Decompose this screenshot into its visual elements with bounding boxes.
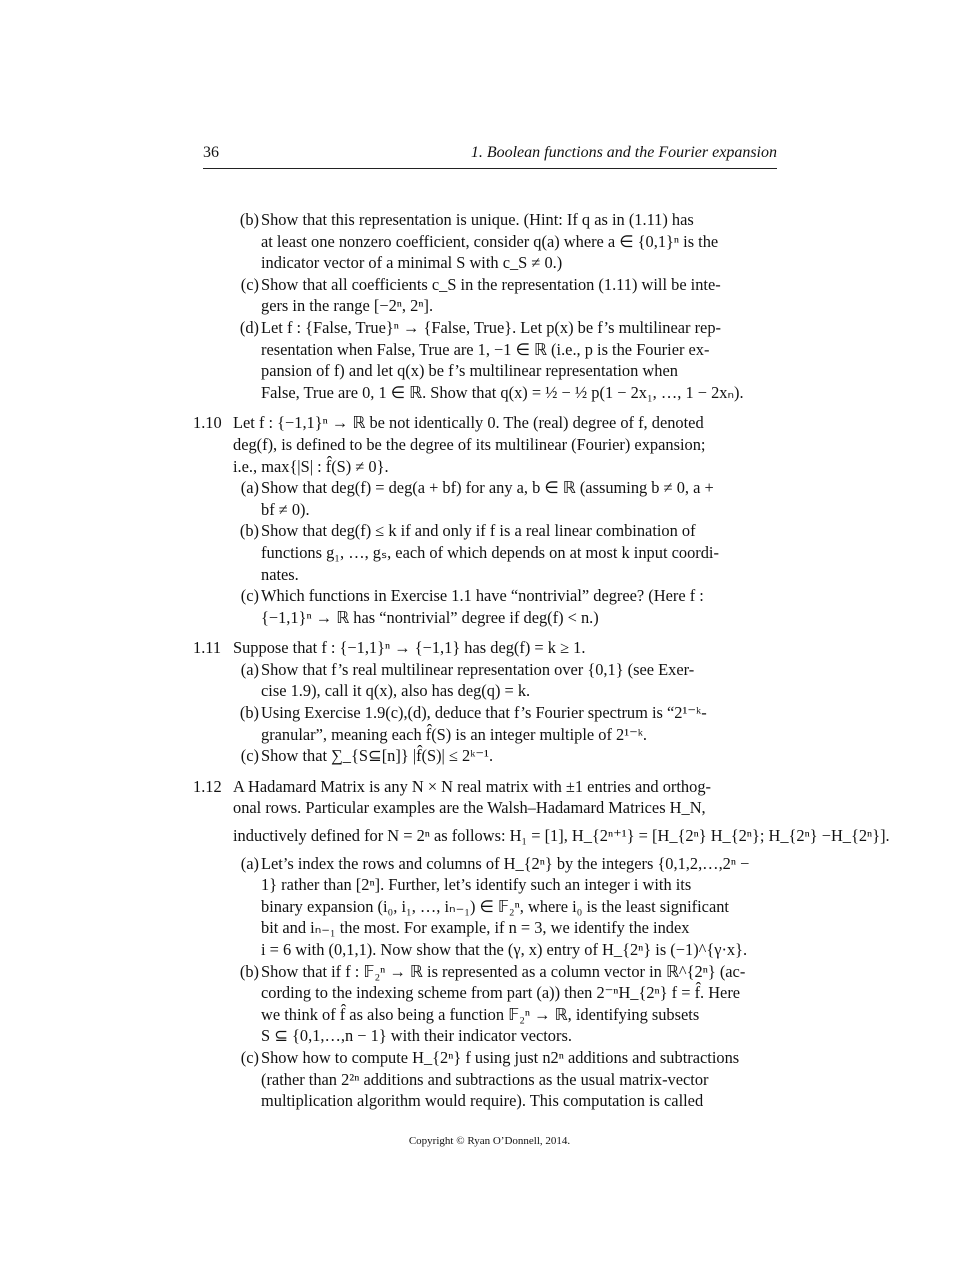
text-line: (rather than 2²ⁿ additions and subtractions as the usual matrix-vector [261, 1069, 709, 1089]
text-line: nates. [261, 564, 299, 584]
text-line: Let’s index the rows and columns of H_{2ⁿ} by the integers {0,1,2,…,2ⁿ − [261, 853, 750, 873]
text-line: 1} rather than [2ⁿ]. Further, let’s identify such an integer i with its [261, 875, 692, 895]
text-line: indicator vector of a minimal S with c_S ≠ 0.) [261, 253, 563, 273]
text-line: inductively defined for N = 2ⁿ as follows: H₁ = [1], H_{2ⁿ⁺¹} = [H_{2ⁿ} H_{2ⁿ}; H_{2ⁿ} −H_{2ⁿ}]. [233, 826, 890, 846]
page-number: 36 [203, 144, 219, 161]
exercise-number: 1.12 [193, 776, 222, 796]
text-line: Show that deg(f) = deg(a + bf) for any a, b ∈ ℝ (assuming b ≠ 0, a + [261, 478, 714, 498]
exercise-number: 1.10 [193, 413, 222, 433]
text-line: False, True are 0, 1 ∈ ℝ. Show that q(x) = ½ − ½ p(1 − 2x₁, …, 1 − 2xₙ). [261, 382, 744, 402]
exercise-number: 1.11 [193, 638, 222, 658]
part-label: (c) [240, 274, 259, 294]
exercise-1-9-part-b [233, 209, 783, 274]
text-line: cise 1.9), call it q(x), also has deg(q) = k. [261, 681, 531, 701]
text-line: granular”, meaning each f̂(S) is an integer multiple of 2¹⁻ᵏ. [261, 724, 648, 744]
copyright-footer: Copyright © Ryan O’Donnell, 2014. [408, 1135, 571, 1147]
text-line: bit and iₙ₋₁ the most. For example, if n = 3, we identify the index [261, 918, 690, 938]
part-label: (a) [240, 478, 259, 498]
text-line: Show that deg(f) ≤ k if and only if f is a real linear combination of [261, 521, 696, 541]
exercise-1-11-part-b [233, 702, 783, 745]
exercise-1-12-part-b [233, 961, 783, 1047]
exercise-1-11 [193, 637, 783, 659]
part-label: (c) [240, 586, 259, 606]
text-line: pansion of f) and let q(x) be f’s multilinear representation when [261, 361, 678, 381]
text-line: Using Exercise 1.9(c),(d), deduce that f’s Fourier spectrum is “2¹⁻ᵏ- [261, 703, 707, 723]
text-line: Show that ∑_{S⊆[n]} |f̂(S)| ≤ 2ᵏ⁻¹. [261, 746, 494, 766]
text-line: multiplication algorithm would require). This computation is called [261, 1091, 704, 1111]
text-line: Show that all coefficients c_S in the representation (1.11) will be inte- [261, 274, 721, 294]
text-line: cording to the indexing scheme from part (a)) then 2⁻ⁿH_{2ⁿ} f = f̂. Here [261, 983, 741, 1003]
text-line: i.e., max{|S| : f̂(S) ≠ 0}. [233, 456, 389, 476]
exercise-1-12-part-a [233, 853, 783, 961]
text-line: bf ≠ 0). [261, 499, 310, 519]
part-label: (b) [239, 703, 259, 723]
text-line: Which functions in Exercise 1.1 have “nontrivial” degree? (Here f : [261, 586, 704, 606]
text-line: S ⊆ {0,1,…,n − 1} with their indicator vectors. [261, 1026, 572, 1046]
text-line: Suppose that f : {−1,1}ⁿ → {−1,1} has deg(f) = k ≥ 1. [233, 638, 586, 658]
text-line: Show that if f : 𝔽₂ⁿ → ℝ is represented as a column vector in ℝ^{2ⁿ} (ac- [261, 961, 746, 981]
text-line: {−1,1}ⁿ → ℝ has “nontrivial” degree if deg(f) < n.) [261, 607, 599, 627]
text-line: deg(f), is defined to be the degree of its multilinear (Fourier) expansion; [233, 434, 706, 454]
text-line: resentation when False, True are 1, −1 ∈ ℝ (i.e., p is the Fourier ex- [261, 339, 710, 359]
exercise-1-11-part-a [233, 659, 783, 702]
part-label: (d) [239, 317, 259, 337]
exercise-1-9-part-c [233, 274, 783, 317]
exercise-1-9-part-d [233, 317, 783, 403]
text-line: binary expansion (i₀, i₁, …, iₙ₋₁) ∈ 𝔽₂ⁿ, where i₀ is the least significant [261, 896, 729, 916]
text-line: Let f : {−1,1}ⁿ → ℝ be not identically 0. The (real) degree of f, denoted [233, 413, 704, 433]
text-line: i = 6 with (0,1,1). Now show that the (γ, x) entry of H_{2ⁿ} is (−1)^{γ·x}. [261, 940, 748, 959]
part-label: (b) [239, 521, 259, 541]
exercise-1-10-part-a [233, 477, 783, 520]
text-line: at least one nonzero coefficient, consider q(a) where a ∈ {0,1}ⁿ is the [261, 231, 719, 251]
part-label: (b) [239, 210, 259, 229]
exercise-1-12-part-c [233, 1047, 783, 1112]
text-line: Show that this representation is unique. (Hint: If q as in (1.11) has [261, 210, 694, 229]
part-label: (b) [239, 961, 259, 981]
text-line: onal rows. Particular examples are the Walsh–Hadamard Matrices H_N, [233, 798, 706, 818]
text-line: Show that f’s real multilinear representation over {0,1} (see Exer- [261, 659, 695, 679]
exercise-1-10-part-b [233, 520, 783, 585]
part-label: (c) [240, 1047, 259, 1067]
text-line: Let f : {False, True}ⁿ → {False, True}. Let p(x) be f’s multilinear rep- [261, 317, 721, 337]
exercise-1-10 [193, 412, 783, 477]
text-line: Show how to compute H_{2ⁿ} f using just n2ⁿ additions and subtractions [261, 1047, 740, 1067]
exercise-text [193, 209, 890, 1112]
exercise-1-12 [193, 776, 890, 847]
part-label: (a) [240, 853, 259, 873]
chapter-title: 1. Boolean functions and the Fourier expansion [470, 144, 777, 161]
text-line: we think of f̂ as also being a function 𝔽₂ⁿ → ℝ, identifying subsets [261, 1004, 700, 1024]
running-header [203, 144, 777, 169]
text-line: functions g₁, …, gₛ, each of which depends on at most k input coordi- [261, 542, 719, 562]
part-label: (c) [240, 746, 259, 766]
exercise-1-10-part-c [233, 585, 783, 628]
text-line: A Hadamard Matrix is any N × N real matrix with ±1 entries and orthog- [233, 776, 711, 796]
text-line: gers in the range [−2ⁿ, 2ⁿ]. [261, 296, 434, 316]
exercise-1-11-part-c [233, 745, 783, 767]
part-label: (a) [240, 659, 259, 679]
